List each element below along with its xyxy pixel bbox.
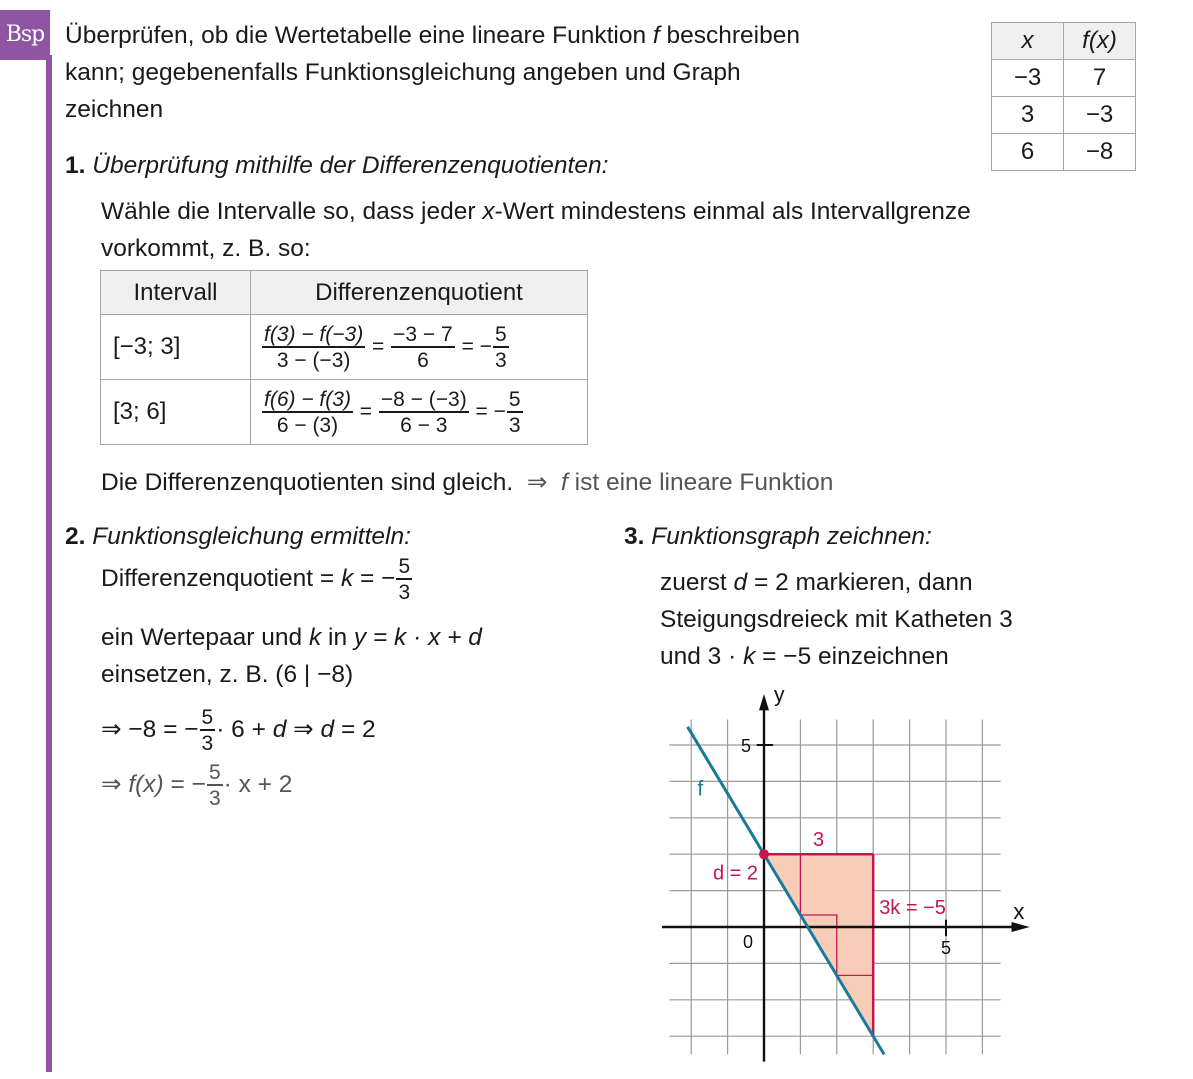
example-badge: Bsp (0, 10, 50, 60)
rise-label: 3k = −5 (879, 896, 946, 919)
intercept-point (759, 849, 769, 859)
interval-cell: [−3; 3] (101, 315, 251, 380)
step1-heading: 1. Überprüfung mithilfe der Differenzenquotienten: (65, 152, 609, 179)
step2-line-5: ⇒ f(x) = − $\frac{5}{3}$ · x + 2 (101, 761, 293, 810)
cell: 6 (992, 134, 1064, 171)
sidebar-bar (46, 55, 52, 1072)
fraction: $\frac{5}{3}$ (508, 387, 521, 437)
y-tick-label: 5 (740, 736, 751, 756)
value-table (991, 22, 1136, 171)
x-axis-label: x (1013, 899, 1025, 924)
function-label: f (697, 777, 704, 801)
intro-line-1: Überprüfen, ob die Wertetabelle eine lineare Funktion f beschreiben (65, 22, 801, 49)
table-row (992, 97, 1136, 134)
fraction: $\frac{5}{3}$ (494, 322, 507, 372)
step2-line-2: ein Wertepaar und k in y = k · x + d (101, 624, 482, 651)
cell: −3 (992, 60, 1064, 97)
y-axis-arrow-icon (759, 694, 769, 710)
quotient-cell: $\frac{f(6) - f(3)}{6 - (3)}$ = $\frac{-8 - (-3)}{6 - 3}$ = − $\frac{5}{3}$ (251, 380, 588, 445)
step2-line-4: ⇒ −8 = − $\frac{5}{3}$ · 6 + d ⇒ d = 2 (101, 706, 376, 755)
fraction: $\frac{-3 - 7}{6}$ (393, 322, 453, 372)
interval-cell: [3; 6] (101, 380, 251, 445)
fraction: $\frac{5}{3}$ (208, 761, 221, 810)
run-label: 3 (813, 829, 825, 852)
step2-line-3: einsetzen, z. B. (6 | −8) (101, 661, 354, 688)
step1-text-2: vorkommt, z. B. so: (101, 235, 311, 262)
difference-quotient-table (100, 270, 588, 445)
step3-line-3: und 3 · k = −5 einzeichnen (660, 643, 949, 670)
step2-heading: 2. Funktionsgleichung ermitteln: (65, 523, 411, 550)
intro-line-2: kann; gegebenenfalls Funktionsgleichung angeben und Graph (65, 59, 741, 86)
step1-conclusion: Die Differenzenquotienten sind gleich. ⇒ f ist eine lineare Funktion (101, 469, 834, 496)
intro-line-3: zeichnen (65, 96, 164, 123)
x-tick-label: 5 (940, 938, 952, 958)
fraction: $\frac{f(3) - f(-3)}{3 - (-3)}$ (264, 322, 364, 372)
table-row (992, 134, 1136, 171)
table-row (101, 380, 588, 445)
table-row (101, 315, 588, 380)
function-graph (655, 685, 1045, 1075)
fraction: $\frac{5}{3}$ (201, 706, 214, 755)
value-table-header-x: x (992, 23, 1064, 60)
value-table-header-fx: f(x) (1064, 23, 1136, 60)
step1-text-1: Wähle die Intervalle so, dass jeder x-Wert mindestens einmal als Intervallgrenze (101, 198, 971, 225)
step3-line-1: zuerst d = 2 markieren, dann (660, 569, 973, 596)
table-row (992, 60, 1136, 97)
step2-line-1: Differenzenquotient = k = − $\frac{5}{3}$ (101, 555, 411, 604)
fraction: $\frac{5}{3}$ (398, 555, 411, 604)
cell: −3 (1064, 97, 1136, 134)
origin-label: 0 (742, 932, 753, 952)
fraction: $\frac{f(6) - f(3)}{6 - (3)}$ (264, 387, 351, 437)
quotient-cell: $\frac{f(3) - f(-3)}{3 - (-3)}$ = $\frac{-3 - 7}{6}$ = − $\frac{5}{3}$ (251, 315, 588, 380)
dq-header-quotient: Differenzenquotient (251, 271, 588, 315)
dq-header-interval: Intervall (101, 271, 251, 315)
cell: 3 (992, 97, 1064, 134)
y-axis-label: y (774, 685, 785, 707)
step3-heading: 3. Funktionsgraph zeichnen: (624, 523, 932, 550)
step3-line-2: Steigungsdreieck mit Katheten 3 (660, 606, 1013, 633)
fraction: $\frac{-8 - (-3)}{6 - 3}$ (380, 387, 467, 437)
cell: −8 (1064, 134, 1136, 171)
cell: 7 (1064, 60, 1136, 97)
intercept-label: d = 2 (712, 862, 758, 885)
